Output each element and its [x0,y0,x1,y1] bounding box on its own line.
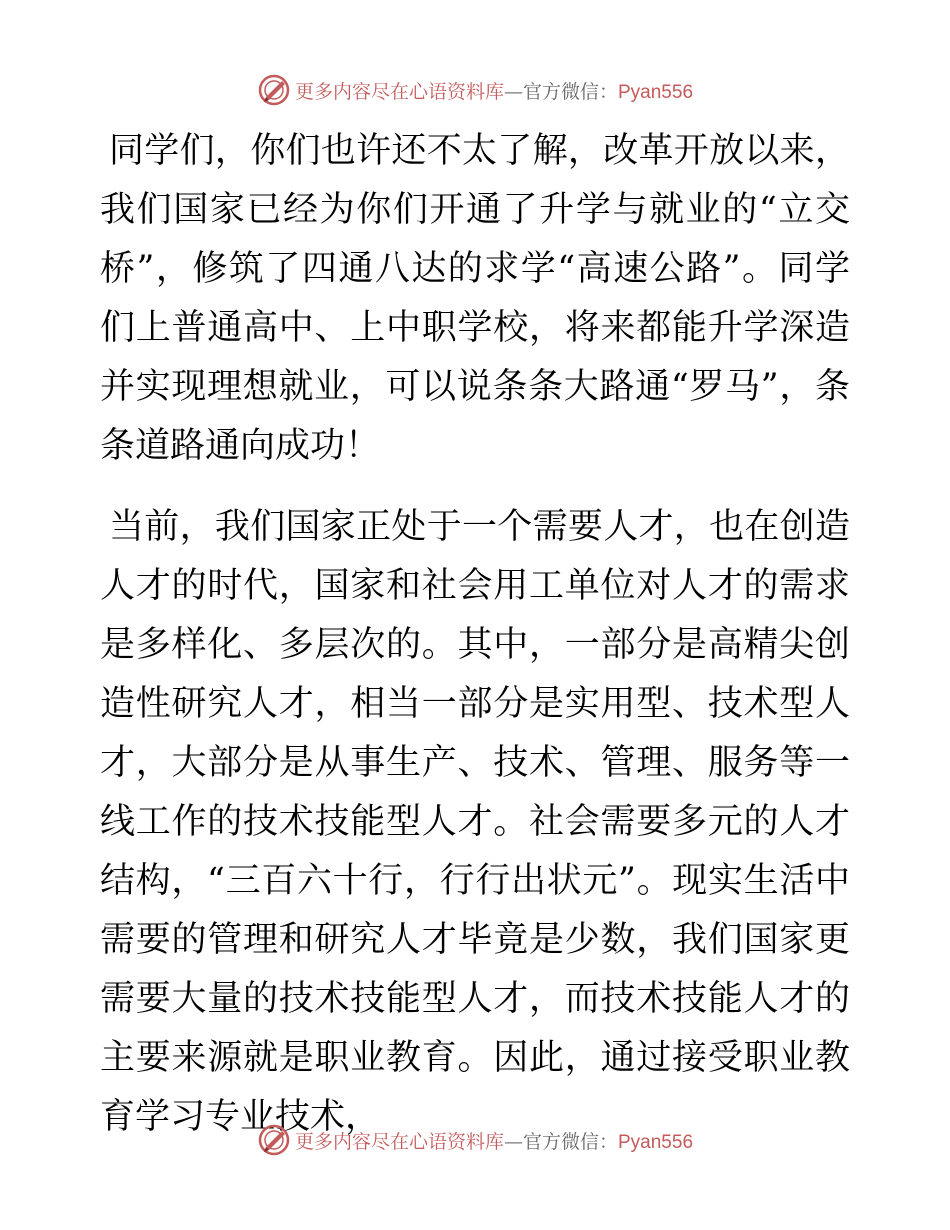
brand-logo-icon [257,73,291,107]
footer-text [295,1127,693,1154]
header-text [295,77,693,104]
document-body [100,122,850,1147]
header-brand: 更多内容尽在心语资料库 [294,80,504,103]
paragraph-2: 当前，我们国家正处于一个需要人才，也在创造人才的时代，国家和社会用工单位对人才的需求是多样化、多层次的。其中，一部分是高精尖创造性研究人才，相当一部分是实用型、技术型人才，大部分是从事生产、技术、管理、服务等一线工作的技术技能型人才。社会需要多元的人才结构，“三百六十行，行行出状元”。现实生活中需要的管理和研究人才毕竟是少数，我们国家更需要大量的技术技能型人才，而技术技能人才的主要来源就是职业教育。因此，通过接受职业教育学习专业技术， [100,507,850,1137]
footer-brand: 更多内容尽在心语资料库 [294,1130,504,1153]
footer-official-label: 官方微信： [522,1130,618,1153]
header-official-label: 官方微信： [522,80,618,103]
header-banner [0,70,950,110]
header-wechat-id: Pyan556 [618,81,694,103]
footer-wechat-id: Pyan556 [618,1131,694,1153]
footer-banner [0,1120,950,1160]
footer-dash: — [503,1130,523,1153]
paragraph-1: 同学们，你们也许还不太了解，改革开放以来，我们国家已经为你们开通了升学与就业的“立交桥”，修筑了四通八达的求学“高速公路”。同学们上普通高中、上中职学校，将来都能升学深造并实现理想就业，可以说条条大路通“罗马”，条条道路通向成功！ [100,131,850,466]
brand-logo-icon [257,1123,291,1157]
header-dash: — [503,80,523,103]
